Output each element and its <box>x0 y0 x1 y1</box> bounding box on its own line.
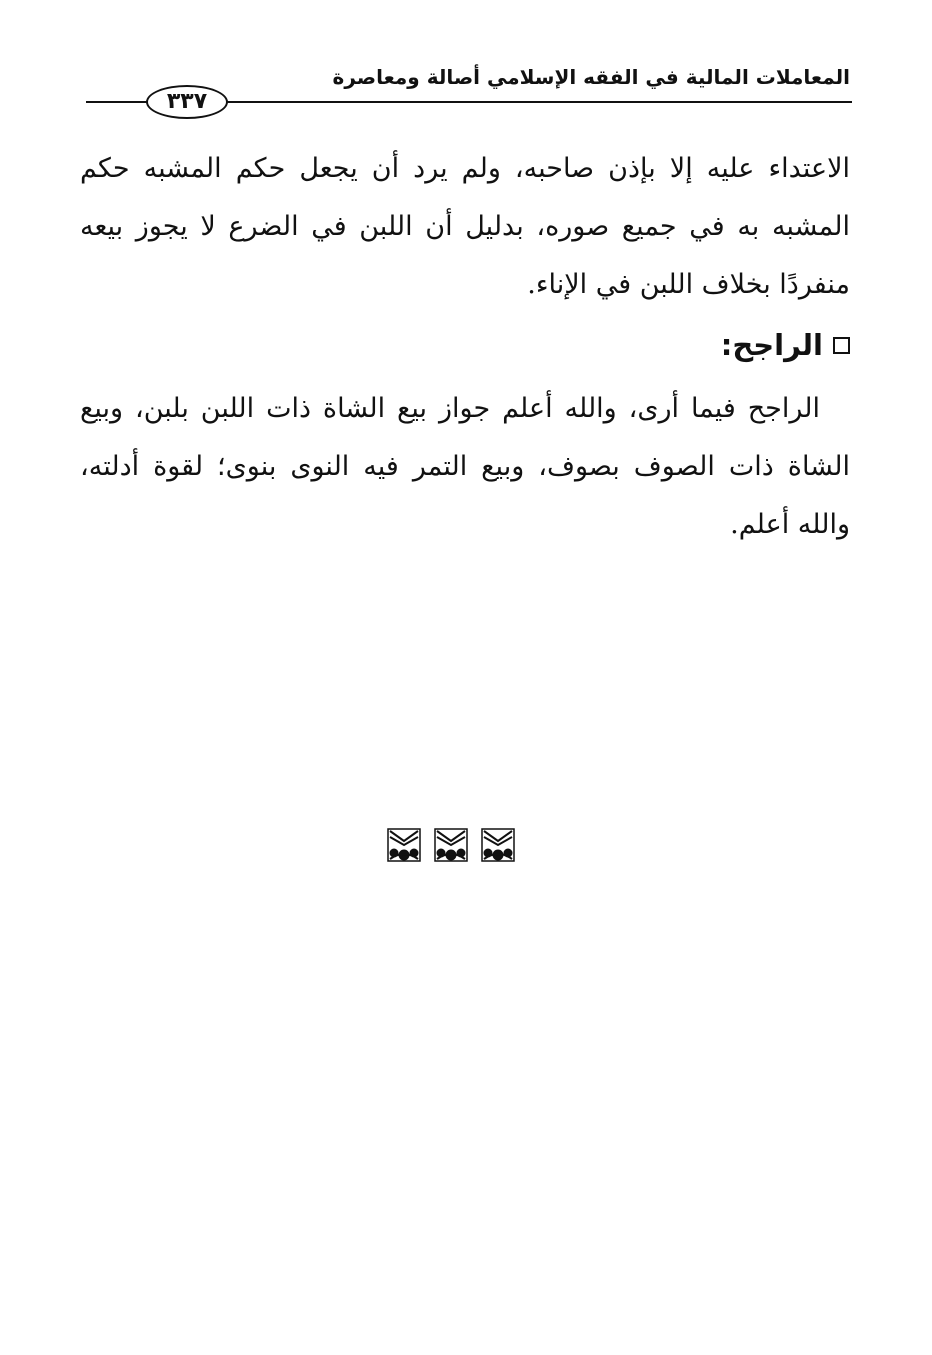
section-heading <box>721 320 850 370</box>
section-heading-label: الراجح: <box>720 328 823 362</box>
floral-ornament-icon <box>433 827 469 863</box>
page-number: ٣٣٧ <box>146 85 228 119</box>
body-paragraph-1: الاعتداء عليه إلا بإذن صاحبه، ولم يرد أن يجعل حكم المشبه حكم المشبه به في جميع صوره، بدليل أن اللبن في الضرع لا يجوز بيعه منفردًا بخلاف اللبن في الإناء. <box>80 153 850 300</box>
running-header-title: المعاملات المالية في الفقه الإسلامي أصالة ومعاصرة <box>332 65 850 89</box>
body-paragraph-2: الراجح فيما أرى، والله أعلم جواز بيع الشاة ذات اللبن بلبن، وبيع الشاة ذات الصوف بصوف، وبيع التمر فيه النوى بنوى؛ لقوة أدلته، والله أعلم. <box>80 393 850 540</box>
floral-ornament-icon <box>480 827 516 863</box>
square-bullet-icon <box>833 337 850 354</box>
floral-ornament-icon <box>386 827 422 863</box>
end-of-section-ornament <box>386 825 516 865</box>
